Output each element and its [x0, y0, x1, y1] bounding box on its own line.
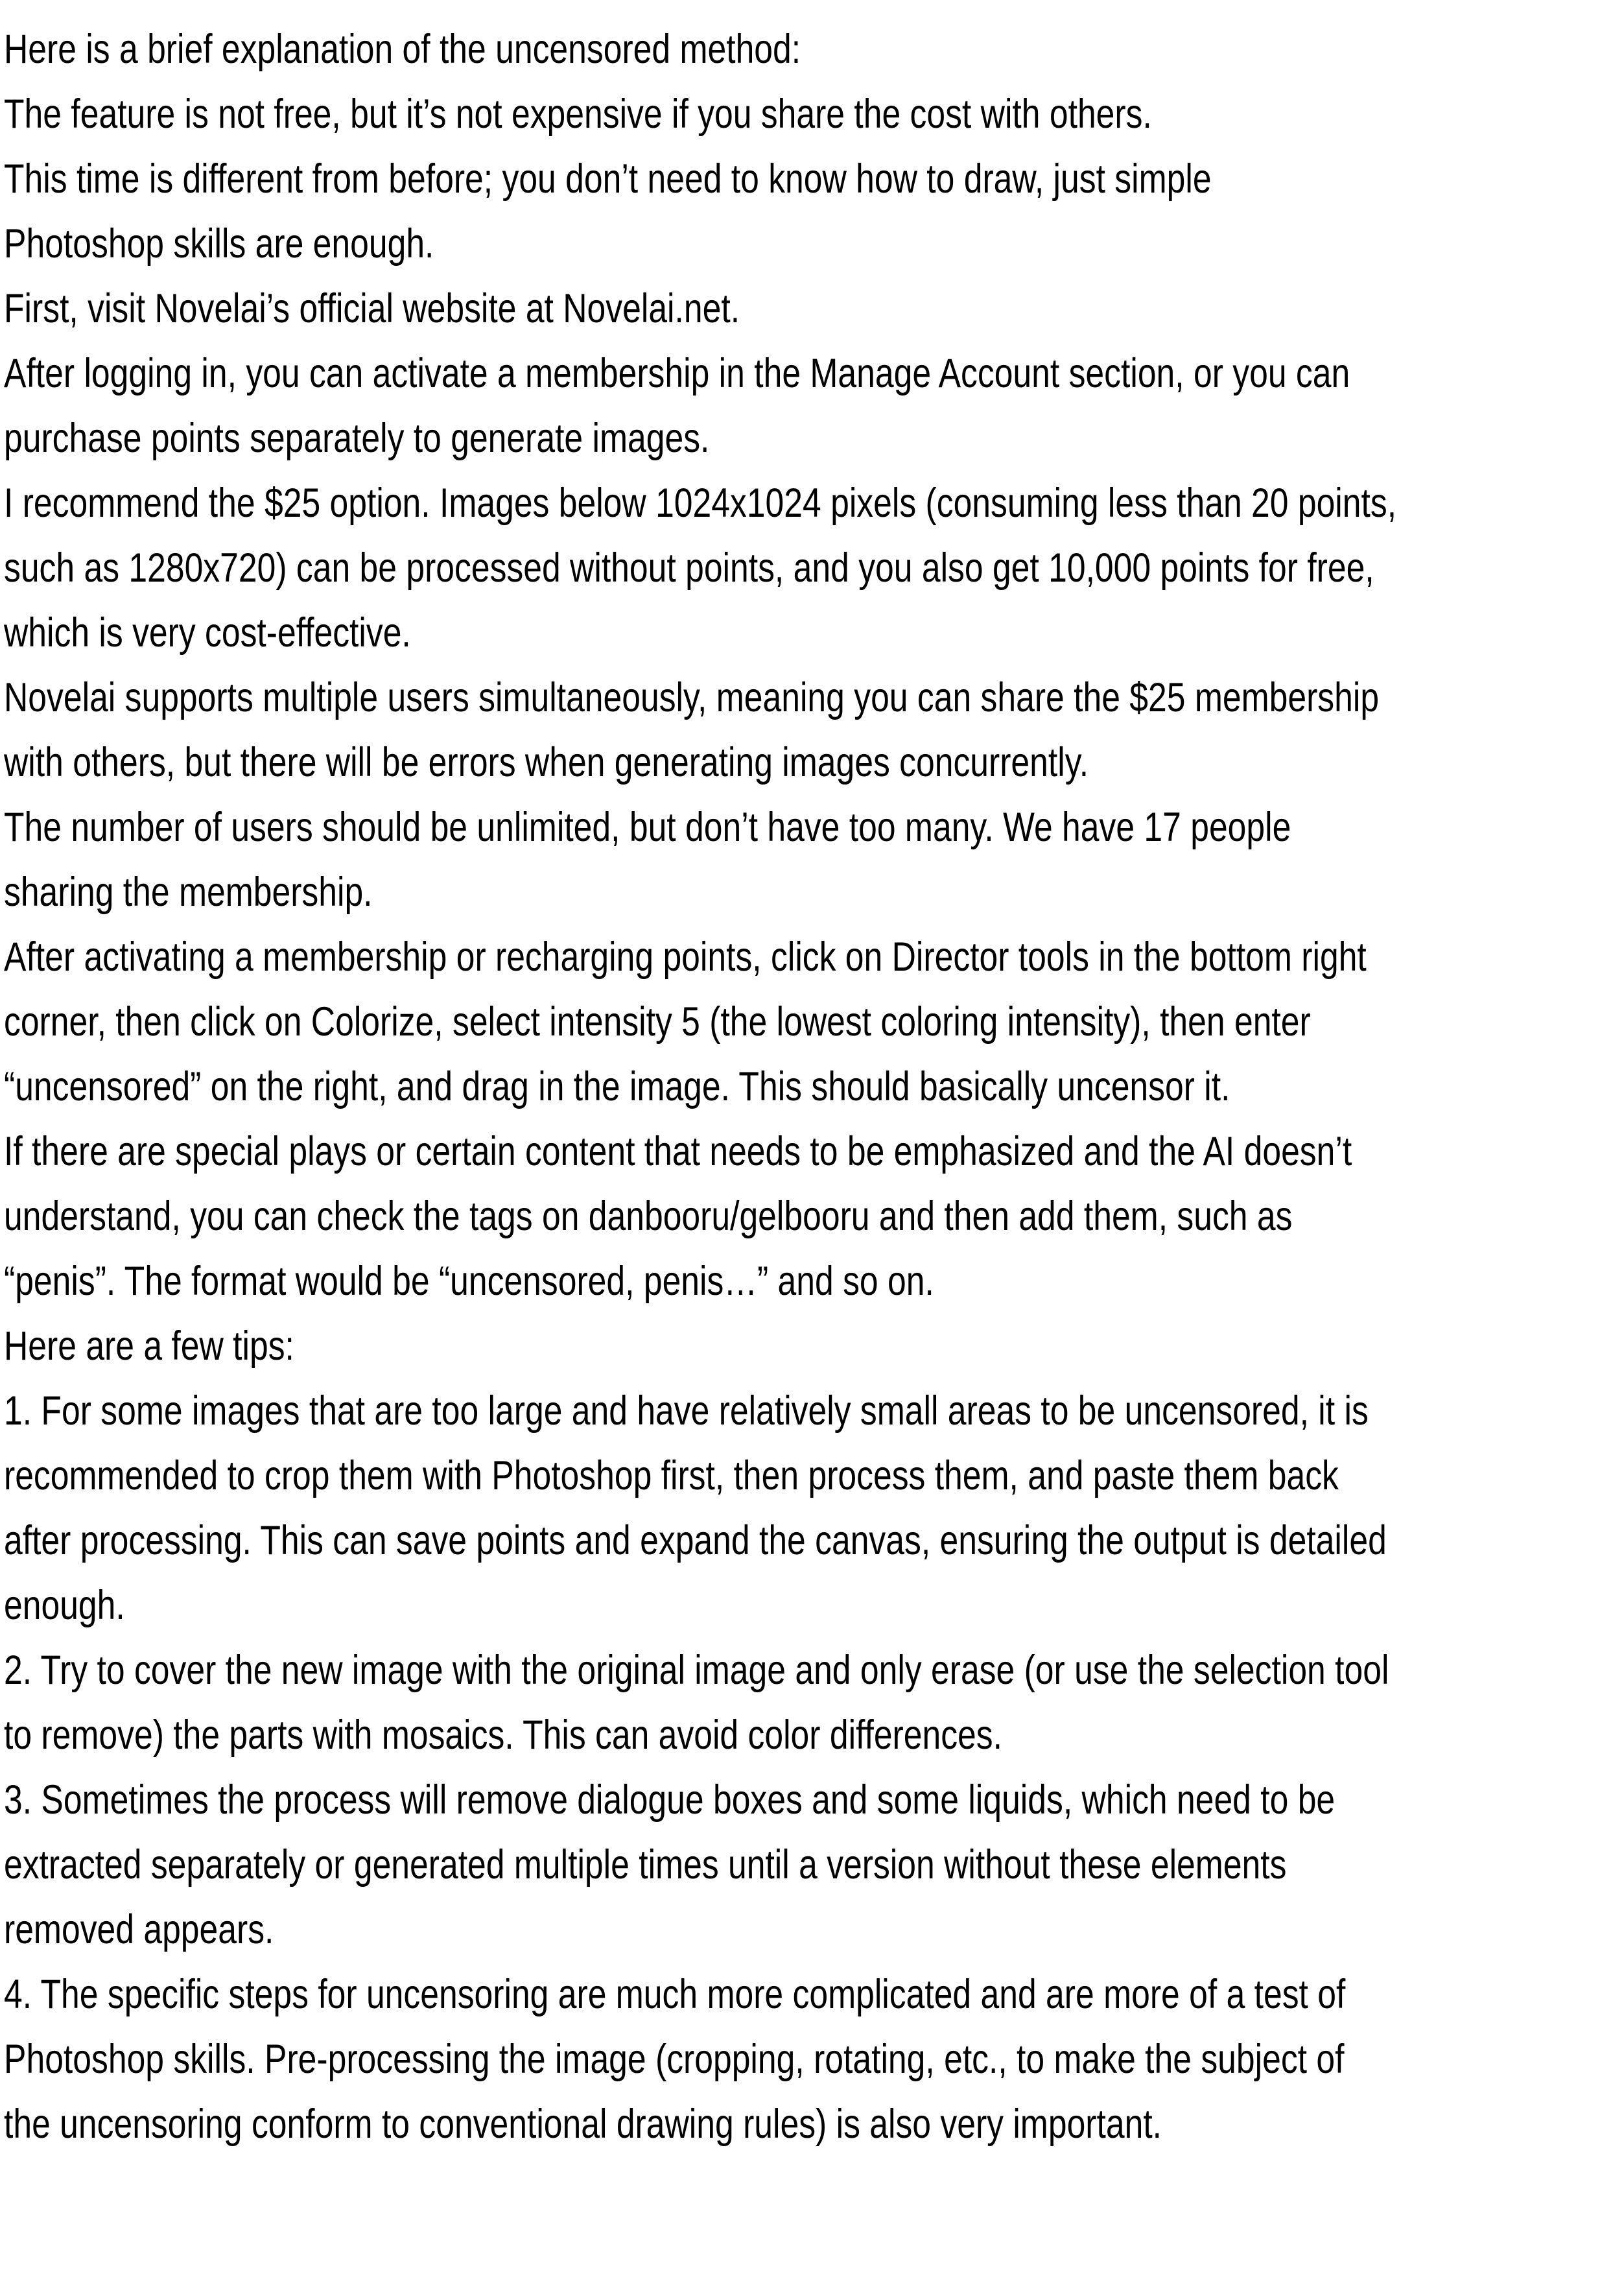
text-line: Novelai supports multiple users simultaneously, meaning you can share the $25 membership: [4, 675, 1380, 720]
text-line: Photoshop skills are enough.: [4, 221, 434, 266]
text-line: understand, you can check the tags on danbooru/gelbooru and then add them, such as: [4, 1194, 1293, 1239]
text-line: After activating a membership or recharging points, click on Director tools in the bottom right: [4, 934, 1367, 980]
text-line: If there are special plays or certain content that needs to be emphasized and the AI doesn’t: [4, 1129, 1352, 1174]
text-line: sharing the membership.: [4, 869, 373, 915]
text-line: Here are a few tips:: [4, 1323, 294, 1369]
text-line: The feature is not free, but it’s not expensive if you share the cost with others.: [4, 91, 1152, 137]
text-line: 2. Try to cover the new image with the original image and only erase (or use the selection tool: [4, 1648, 1389, 1693]
text-line: extracted separately or generated multiple times until a version without these elements: [4, 1842, 1287, 1887]
text-line: 3. Sometimes the process will remove dialogue boxes and some liquids, which need to be: [4, 1777, 1336, 1823]
text-line: This time is different from before; you don’t need to know how to draw, just simple: [4, 156, 1212, 202]
text-line: enough.: [4, 1583, 125, 1628]
text-line: The number of users should be unlimited, but don’t have too many. We have 17 people: [4, 805, 1291, 850]
text-line: after processing. This can save points and expand the canvas, ensuring the output is detailed: [4, 1518, 1387, 1563]
text-line: which is very cost-effective.: [4, 610, 411, 656]
text-line: 1. For some images that are too large and have relatively small areas to be uncensored, it is: [4, 1388, 1369, 1434]
text-line: “uncensored” on the right, and drag in the image. This should basically uncensor it.: [4, 1064, 1230, 1109]
text-line: First, visit Novelai’s official website at Novelai.net.: [4, 286, 740, 331]
text-line: purchase points separately to generate images.: [4, 416, 710, 461]
text-line: 4. The specific steps for uncensoring are much more complicated and are more of a test of: [4, 1972, 1346, 2017]
text-line: with others, but there will be errors when generating images concurrently.: [4, 740, 1089, 785]
text-line: the uncensoring conform to conventional drawing rules) is also very important.: [4, 2101, 1162, 2147]
text-line: After logging in, you can activate a membership in the Manage Account section, or you can: [4, 351, 1350, 396]
text-line: I recommend the $25 option. Images below 1024x1024 pixels (consuming less than 20 points,: [4, 480, 1397, 526]
text-line: “penis”. The format would be “uncensored, penis…” and so on.: [4, 1259, 934, 1304]
text-line: Photoshop skills. Pre-processing the image (cropping, rotating, etc., to make the subject of: [4, 2037, 1345, 2082]
text-line: corner, then click on Colorize, select intensity 5 (the lowest coloring intensity), then enter: [4, 999, 1311, 1045]
text-line: to remove) the parts with mosaics. This can avoid color differences.: [4, 1712, 1002, 1758]
text-line: removed appears.: [4, 1907, 274, 1952]
text-line: such as 1280x720) can be processed without points, and you also get 10,000 points for free,: [4, 545, 1374, 591]
text-line: recommended to crop them with Photoshop first, then process them, and paste them back: [4, 1453, 1339, 1498]
text-line: Here is a brief explanation of the uncensored method:: [4, 27, 801, 72]
